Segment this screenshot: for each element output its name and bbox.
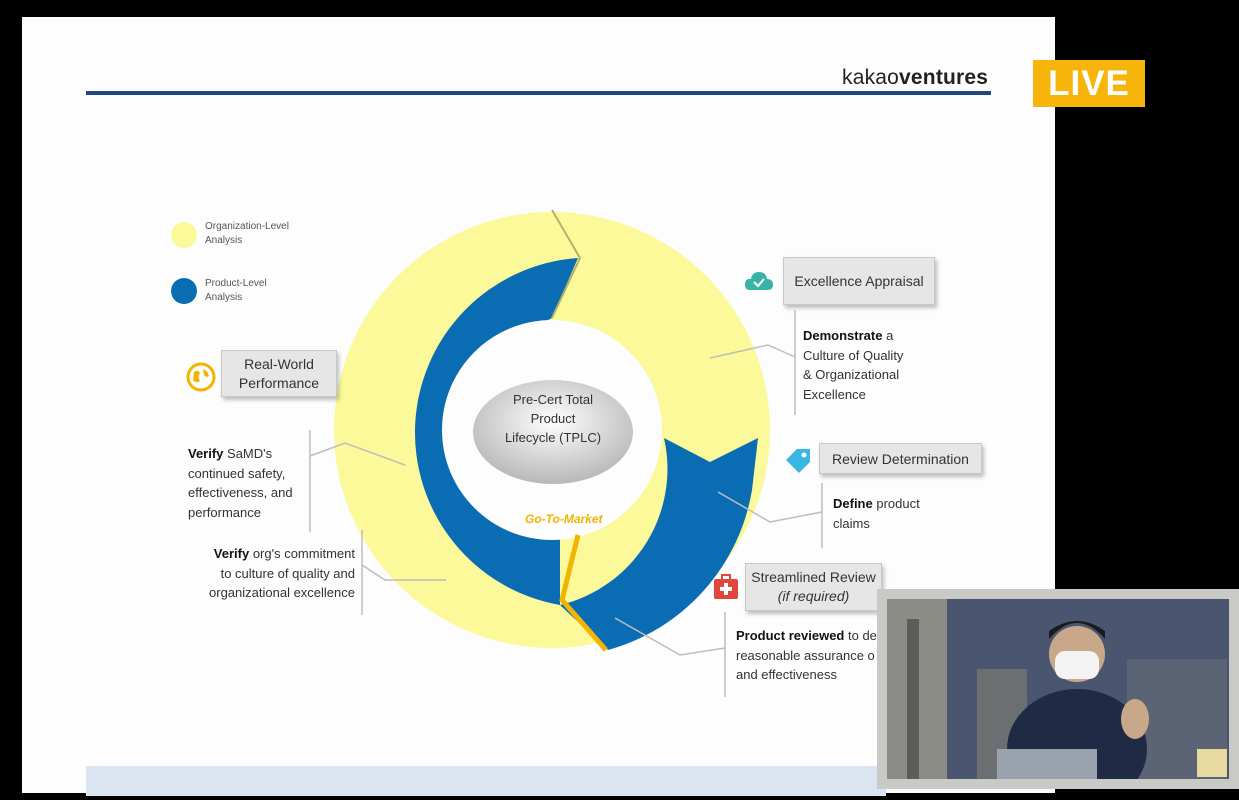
streamlined-review-box: Streamlined Review (if required)	[745, 563, 882, 611]
cloud-check-icon	[744, 270, 774, 292]
globe-icon	[185, 361, 217, 393]
verify-org-description: Verify org's commitment to culture of quality and organizational excellence	[209, 546, 355, 600]
excellence-description: Demonstrate a Culture of Quality & Organizational Excellence	[803, 328, 904, 402]
brand-logo: kakaoventures	[842, 66, 989, 89]
excellence-appraisal-box: Excellence Appraisal	[783, 257, 935, 305]
review-determination-box: Review Determination	[819, 443, 982, 474]
streamlined-description: Product reviewed to de reasonable assurance o and effectiveness	[736, 628, 877, 682]
review-description: Define product claims	[833, 496, 920, 531]
real-world-performance-box: Real-World Performance	[221, 350, 337, 397]
footer-bar	[86, 766, 886, 796]
tag-icon	[783, 446, 813, 476]
speaker-webcam-frame	[877, 589, 1239, 789]
speaker-video	[887, 599, 1229, 779]
speaker-figure	[887, 599, 1229, 779]
medical-kit-icon	[712, 573, 740, 601]
go-to-market-label: Go-To-Market	[525, 512, 603, 526]
center-title: Pre-Cert Total Product Lifecycle (TPLC)	[504, 392, 602, 445]
verify-samd-description: Verify SaMD's continued safety, effectiveness, and performance	[188, 446, 293, 520]
legend-label-product: Product-Level Analysis	[205, 278, 267, 303]
legend-label-organization: Organization-Level Analysis	[205, 221, 289, 246]
live-badge: LIVE	[1033, 60, 1145, 107]
